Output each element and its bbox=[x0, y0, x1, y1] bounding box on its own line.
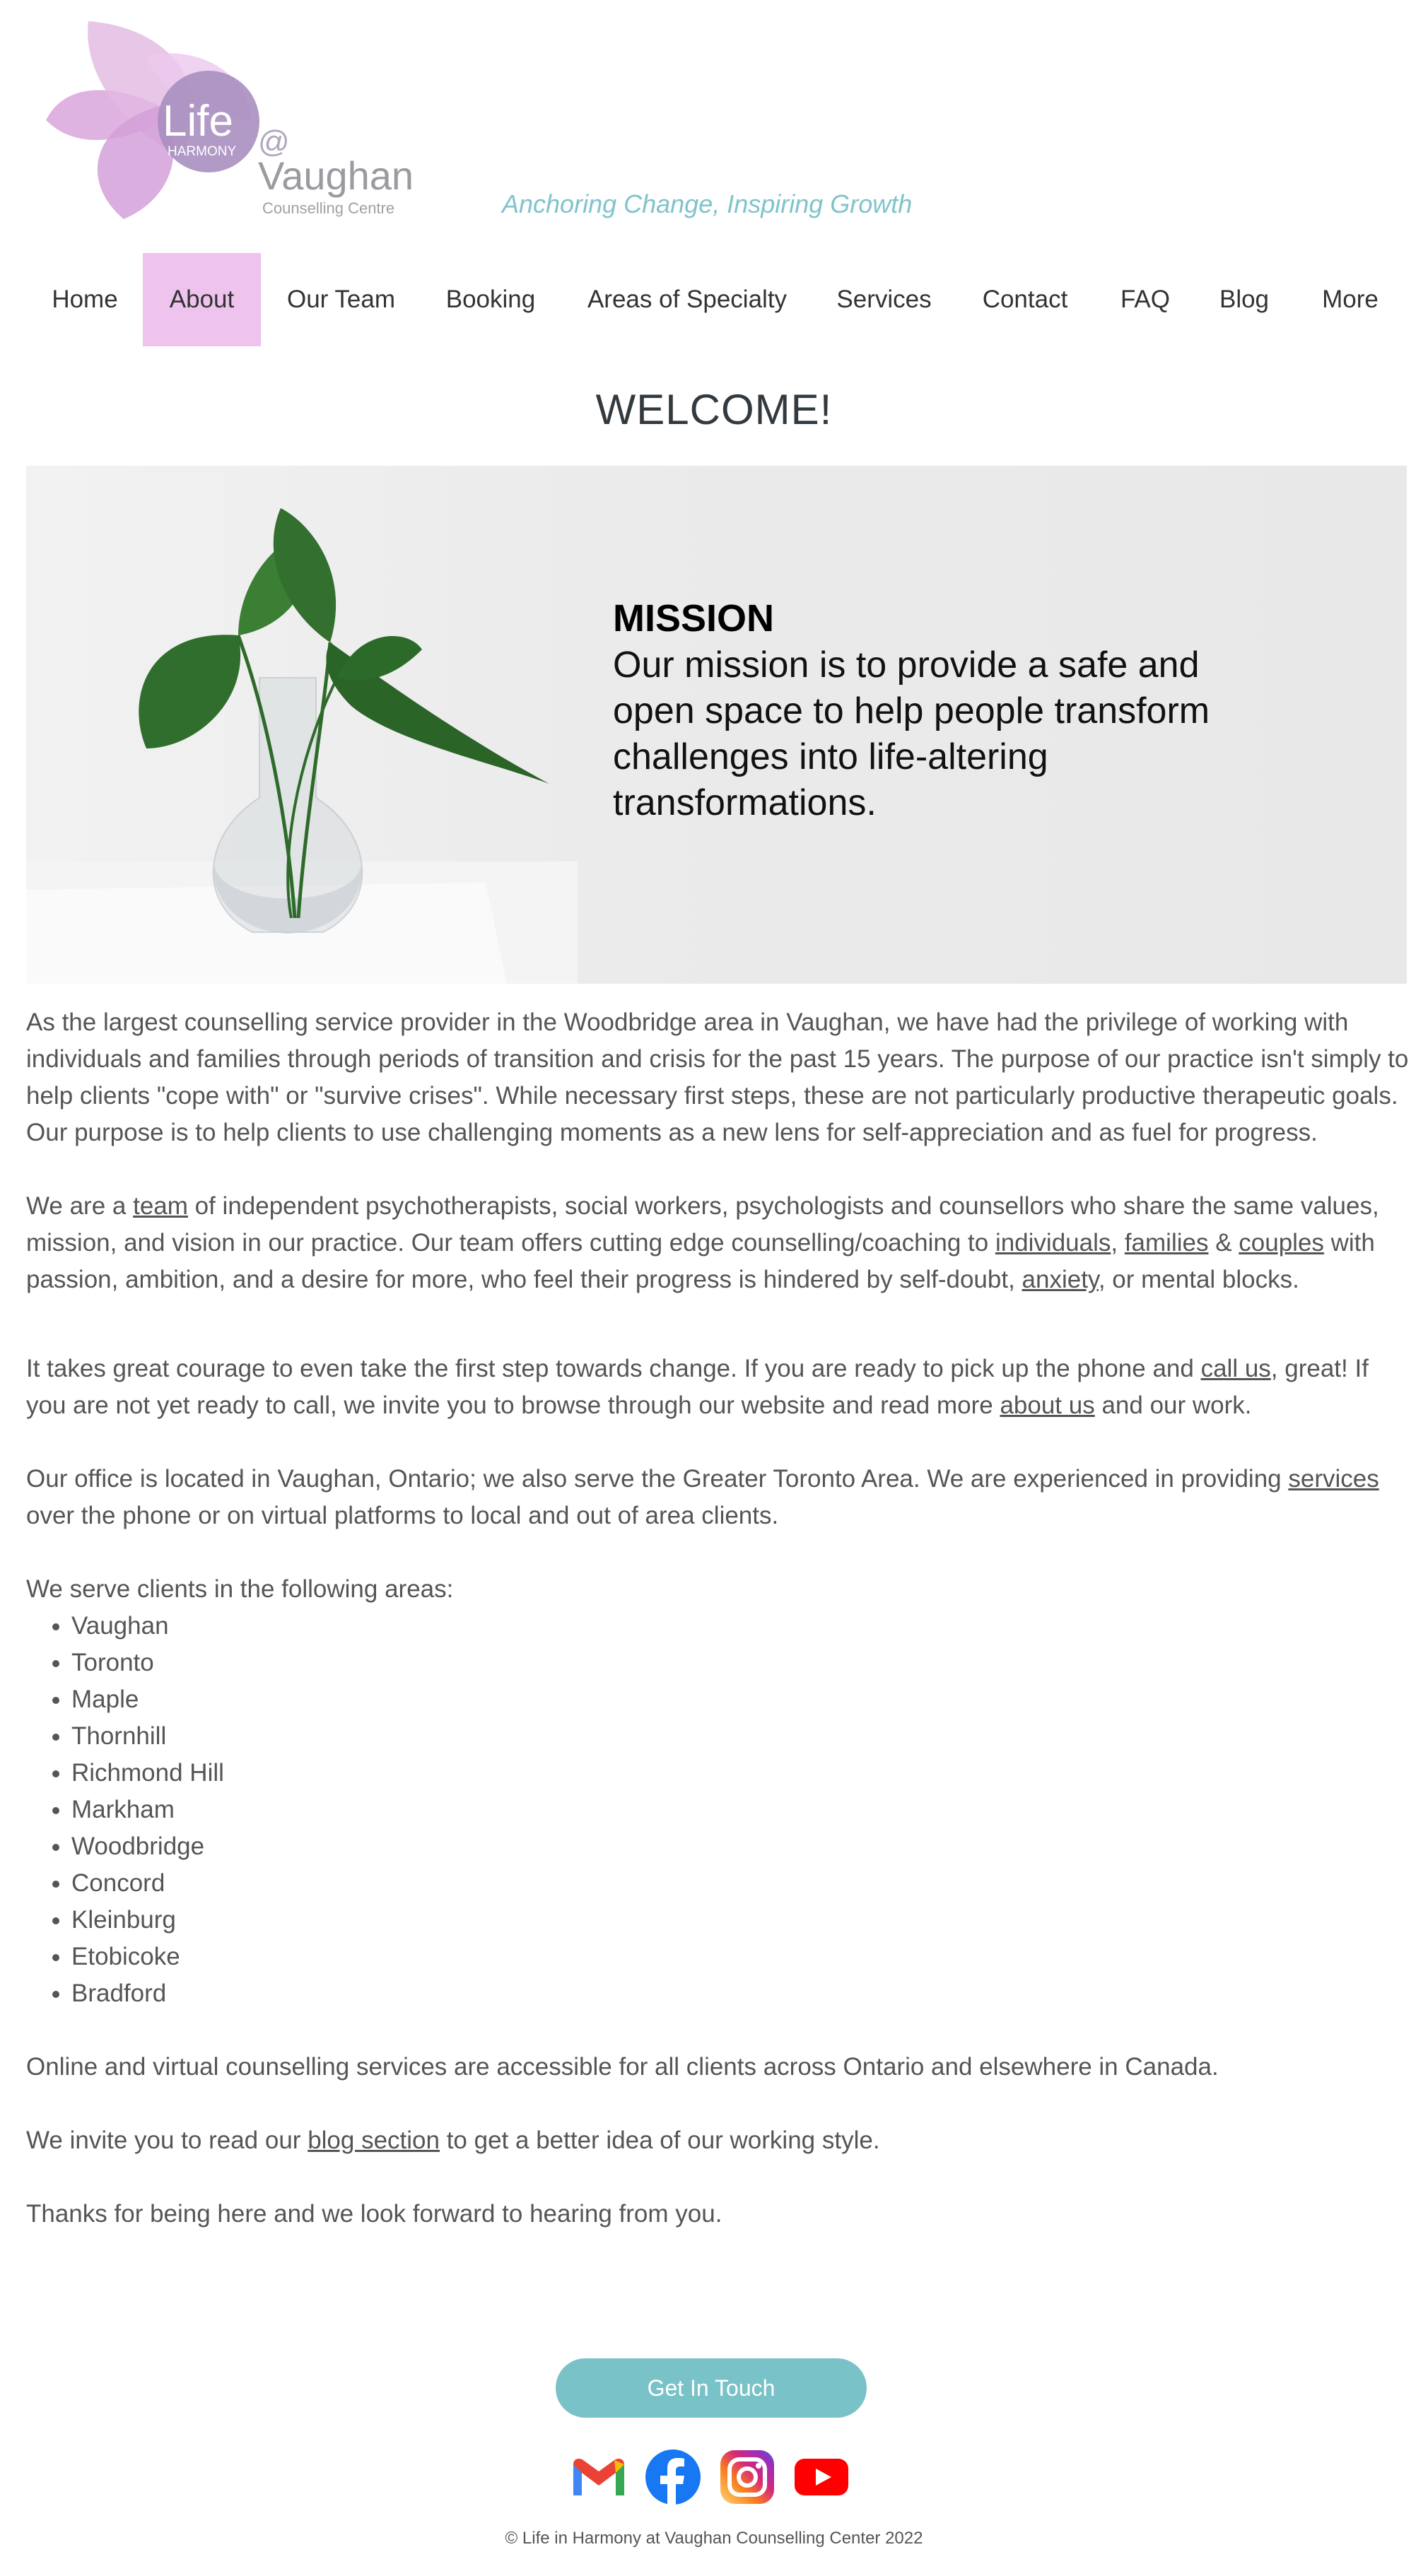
list-item: • Bradford bbox=[71, 1975, 1412, 2012]
spacer bbox=[26, 1298, 1412, 1351]
list-item: • Thornhill bbox=[71, 1718, 1412, 1755]
couples-link[interactable]: couples bbox=[1239, 1229, 1324, 1257]
areas-list bbox=[26, 1608, 1412, 2012]
nav-item-home[interactable]: Home bbox=[52, 286, 118, 313]
text: We invite you to read our bbox=[26, 2127, 308, 2154]
courage-paragraph bbox=[26, 1351, 1412, 1424]
mission-banner bbox=[26, 466, 1407, 984]
nav-item-our-team[interactable]: Our Team bbox=[286, 286, 396, 313]
copyright-text: © Life in Harmony at Vaughan Counselling Center 2022 bbox=[505, 2529, 923, 2548]
online-paragraph: Online and virtual counselling services are accessible for all clients across Ontario and elsewhere in Canada. bbox=[26, 2053, 1219, 2081]
text: , bbox=[1111, 1229, 1125, 1257]
families-link[interactable]: families bbox=[1124, 1229, 1209, 1257]
team-paragraph bbox=[26, 1188, 1412, 1298]
logo-sub-word: HARMONY bbox=[168, 144, 237, 159]
mission-text: Our mission is to provide a safe and open space to help people transform challenges into life-altering transformations. bbox=[613, 645, 1210, 823]
intro-paragraph: As the largest counselling service provider in the Woodbridge area in Vaughan, we have had the privilege of working with individuals and families through periods of transition and crisis for the past 15 years. The purpose of our practice isn't simply to help clients "cope with" or "survive crises". While necessary first steps, these are not particularly productive therapeutic goals. Our purpose is to help clients to use challenging moments as a new lens for self-appreciation and as fuel for progress. bbox=[26, 1008, 1409, 1146]
logo-subtitle: Counselling Centre bbox=[262, 199, 395, 217]
text: We are a bbox=[26, 1192, 134, 1220]
site-logo[interactable] bbox=[39, 14, 435, 230]
nav-item-faq[interactable]: FAQ bbox=[1120, 286, 1171, 313]
spacer bbox=[26, 2159, 1412, 2196]
instagram-icon[interactable] bbox=[718, 2447, 777, 2507]
spacer bbox=[26, 1534, 1412, 1571]
nav-item-booking[interactable]: Booking bbox=[445, 286, 536, 313]
spacer bbox=[26, 2086, 1412, 2122]
text: Our office is located in Vaughan, Ontario; we also serve the Greater Toronto Area. We are experienced in providing bbox=[26, 1465, 1289, 1493]
gmail-icon[interactable] bbox=[569, 2447, 628, 2507]
welcome-heading: WELCOME! bbox=[595, 386, 833, 433]
text: to get a better idea of our working style. bbox=[439, 2127, 880, 2154]
list-item: • Richmond Hill bbox=[71, 1755, 1412, 1792]
facebook-icon[interactable] bbox=[643, 2447, 703, 2507]
office-paragraph bbox=[26, 1461, 1412, 1534]
blog-section-link[interactable]: blog section bbox=[308, 2127, 440, 2154]
nav-item-blog[interactable]: Blog bbox=[1219, 286, 1270, 313]
team-link[interactable]: team bbox=[133, 1192, 188, 1220]
list-item: • Toronto bbox=[71, 1645, 1412, 1681]
thanks-paragraph: Thanks for being here and we look forward to hearing from you. bbox=[26, 2200, 722, 2228]
text: , or mental blocks. bbox=[1098, 1266, 1299, 1293]
individuals-link[interactable]: individuals bbox=[995, 1229, 1111, 1257]
services-link[interactable]: services bbox=[1288, 1465, 1379, 1493]
spacer bbox=[26, 2012, 1412, 2049]
spacer bbox=[26, 1151, 1412, 1188]
spacer bbox=[26, 1424, 1412, 1461]
text: over the phone or on virtual platforms to local and out of area clients. bbox=[26, 1502, 779, 1529]
nav-item-contact[interactable]: Contact bbox=[982, 286, 1068, 313]
list-item: • Concord bbox=[71, 1865, 1412, 1902]
about-content bbox=[26, 1004, 1412, 2233]
text: of independent psychotherapists, social workers, psychologists and counsellors who share the same values, mission, and vision in our practice. Our team offers cutting edge counselling/coaching to bbox=[26, 1192, 1379, 1257]
youtube-icon[interactable] bbox=[792, 2447, 851, 2507]
list-item: • Vaughan bbox=[71, 1608, 1412, 1645]
text: and our work. bbox=[1094, 1392, 1252, 1419]
text: It takes great courage to even take the first step towards change. If you are ready to pick up the phone and bbox=[26, 1355, 1201, 1382]
call-us-link[interactable]: call us bbox=[1200, 1355, 1271, 1382]
nav-item-areas-of-specialty[interactable]: Areas of Specialty bbox=[587, 286, 788, 313]
about-us-link[interactable]: about us bbox=[1000, 1392, 1095, 1419]
text: , great! If you are not yet ready to call, we invite you to browse through our website and read more bbox=[26, 1355, 1369, 1419]
logo-at: @ bbox=[258, 124, 290, 159]
logo-place: Vaughan bbox=[258, 153, 414, 198]
list-item: • Markham bbox=[71, 1792, 1412, 1828]
get-in-touch-button[interactable]: Get In Touch bbox=[556, 2358, 867, 2418]
site-tagline: Anchoring Change, Inspiring Growth bbox=[502, 189, 913, 218]
list-item: • Etobicoke bbox=[71, 1939, 1412, 1975]
anxiety-link[interactable]: anxiety bbox=[1022, 1266, 1099, 1293]
plant-vase-illustration bbox=[26, 466, 578, 984]
list-item: • Maple bbox=[71, 1681, 1412, 1718]
blog-paragraph bbox=[26, 2122, 1412, 2159]
nav-item-services[interactable]: Services bbox=[836, 286, 932, 313]
nav-item-more[interactable]: More bbox=[1322, 286, 1379, 313]
nav-item-about[interactable]: About bbox=[143, 253, 261, 346]
main-nav bbox=[0, 253, 1428, 346]
mission-title: MISSION bbox=[613, 597, 775, 640]
logo-word: Life bbox=[163, 97, 233, 146]
list-item: • Woodbridge bbox=[71, 1828, 1412, 1865]
text: with passion, ambition, and a desire for more, who feel their progress is hindered by self-doubt, bbox=[26, 1229, 1375, 1293]
text: & bbox=[1208, 1229, 1239, 1257]
areas-intro: We serve clients in the following areas: bbox=[26, 1575, 454, 1603]
list-item: • Kleinburg bbox=[71, 1902, 1412, 1939]
